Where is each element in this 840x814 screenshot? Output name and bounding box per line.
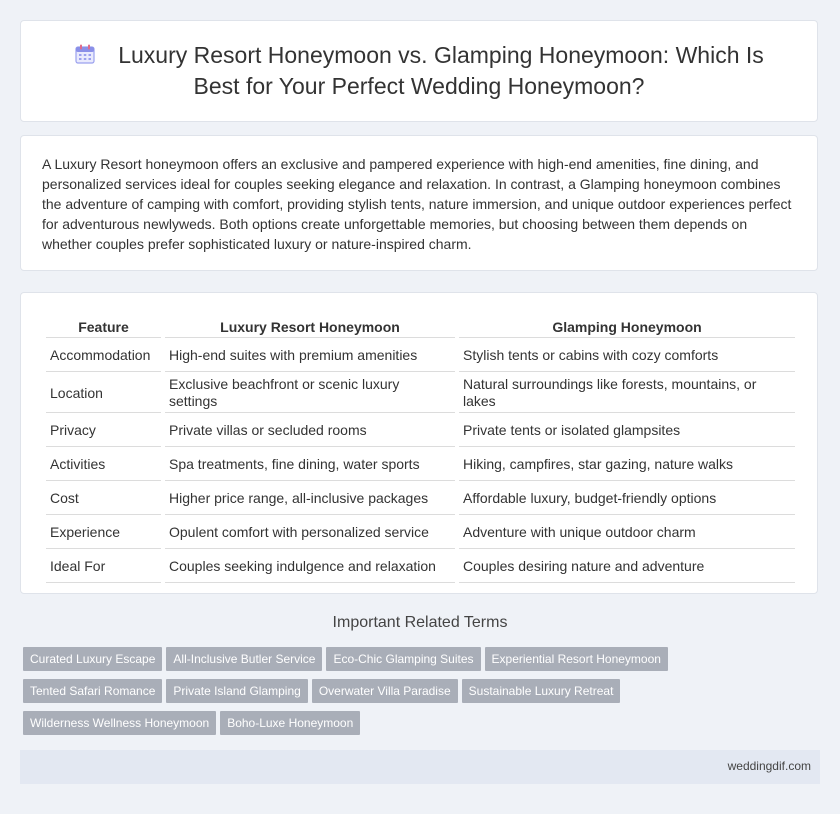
feature-cell: Accommodation <box>46 340 161 372</box>
glamping-cell: Natural surroundings like forests, mountains, or lakes <box>459 374 795 413</box>
luxury-cell: Opulent comfort with personalized service <box>165 517 455 549</box>
term-tag[interactable]: Sustainable Luxury Retreat <box>462 679 621 703</box>
related-terms-list <box>23 647 818 743</box>
table-row <box>46 551 795 583</box>
feature-cell: Location <box>46 374 161 413</box>
feature-cell: Ideal For <box>46 551 161 583</box>
feature-cell: Experience <box>46 517 161 549</box>
title-wrap <box>61 21 777 121</box>
luxury-cell: Private villas or secluded rooms <box>165 415 455 447</box>
header-feature: Feature <box>46 317 161 338</box>
glamping-cell: Couples desiring nature and adventure <box>459 551 795 583</box>
footer-site-link[interactable]: weddingdif.com <box>727 759 811 773</box>
glamping-cell: Private tents or isolated glampsites <box>459 415 795 447</box>
header-glamping: Glamping Honeymoon <box>459 317 795 338</box>
luxury-cell: Spa treatments, fine dining, water sports <box>165 449 455 481</box>
term-tag[interactable]: Eco-Chic Glamping Suites <box>326 647 480 671</box>
footer <box>20 750 820 784</box>
title-text: Luxury Resort Honeymoon vs. Glamping Honeymoon: Which Is Best for Your Perfect Wedding Honeymoon? <box>118 42 764 99</box>
term-tag[interactable]: Tented Safari Romance <box>23 679 162 703</box>
table-row <box>46 517 795 549</box>
table-row <box>46 449 795 481</box>
intro-card <box>20 135 818 271</box>
term-tag[interactable]: Boho-Luxe Honeymoon <box>220 711 360 735</box>
glamping-cell: Adventure with unique outdoor charm <box>459 517 795 549</box>
comparison-table <box>42 315 799 585</box>
feature-cell: Cost <box>46 483 161 515</box>
glamping-cell: Stylish tents or cabins with cozy comforts <box>459 340 795 372</box>
feature-cell: Activities <box>46 449 161 481</box>
glamping-cell: Hiking, campfires, star gazing, nature walks <box>459 449 795 481</box>
table-row <box>46 374 795 413</box>
header-luxury: Luxury Resort Honeymoon <box>165 317 455 338</box>
term-tag[interactable]: Overwater Villa Paradise <box>312 679 458 703</box>
table-header-row <box>46 317 795 338</box>
table-row <box>46 415 795 447</box>
luxury-cell: Higher price range, all-inclusive packages <box>165 483 455 515</box>
glamping-cell: Affordable luxury, budget-friendly options <box>459 483 795 515</box>
related-terms-heading: Important Related Terms <box>332 614 508 631</box>
luxury-cell: High-end suites with premium amenities <box>165 340 455 372</box>
table-row <box>46 340 795 372</box>
term-tag[interactable]: Private Island Glamping <box>166 679 307 703</box>
term-tag[interactable]: Curated Luxury Escape <box>23 647 162 671</box>
intro-text: A Luxury Resort honeymoon offers an exclusive and pampered experience with high-end amenities, fine dining, and personalized services ideal for couples seeking elegance and relaxation. In contrast, a Glamping honeymoon combines the adventure of camping with comfort, providing stylish tents, nature immersion, and unique outdoor experiences perfect for adventurous newlyweds. Both options create unforgettable memories, but choosing between them depends on whether couples prefer sophisticated luxury or nature-inspired charm. <box>42 156 792 252</box>
luxury-cell: Couples seeking indulgence and relaxation <box>165 551 455 583</box>
comparison-card <box>20 292 818 594</box>
term-tag[interactable]: Wilderness Wellness Honeymoon <box>23 711 216 735</box>
term-tag[interactable]: All-Inclusive Butler Service <box>166 647 322 671</box>
page-title <box>61 40 777 102</box>
header-card <box>20 20 818 122</box>
feature-cell: Privacy <box>46 415 161 447</box>
luxury-cell: Exclusive beachfront or scenic luxury settings <box>165 374 455 413</box>
table-row <box>46 483 795 515</box>
calendar-icon <box>74 43 96 65</box>
term-tag[interactable]: Experiential Resort Honeymoon <box>485 647 668 671</box>
